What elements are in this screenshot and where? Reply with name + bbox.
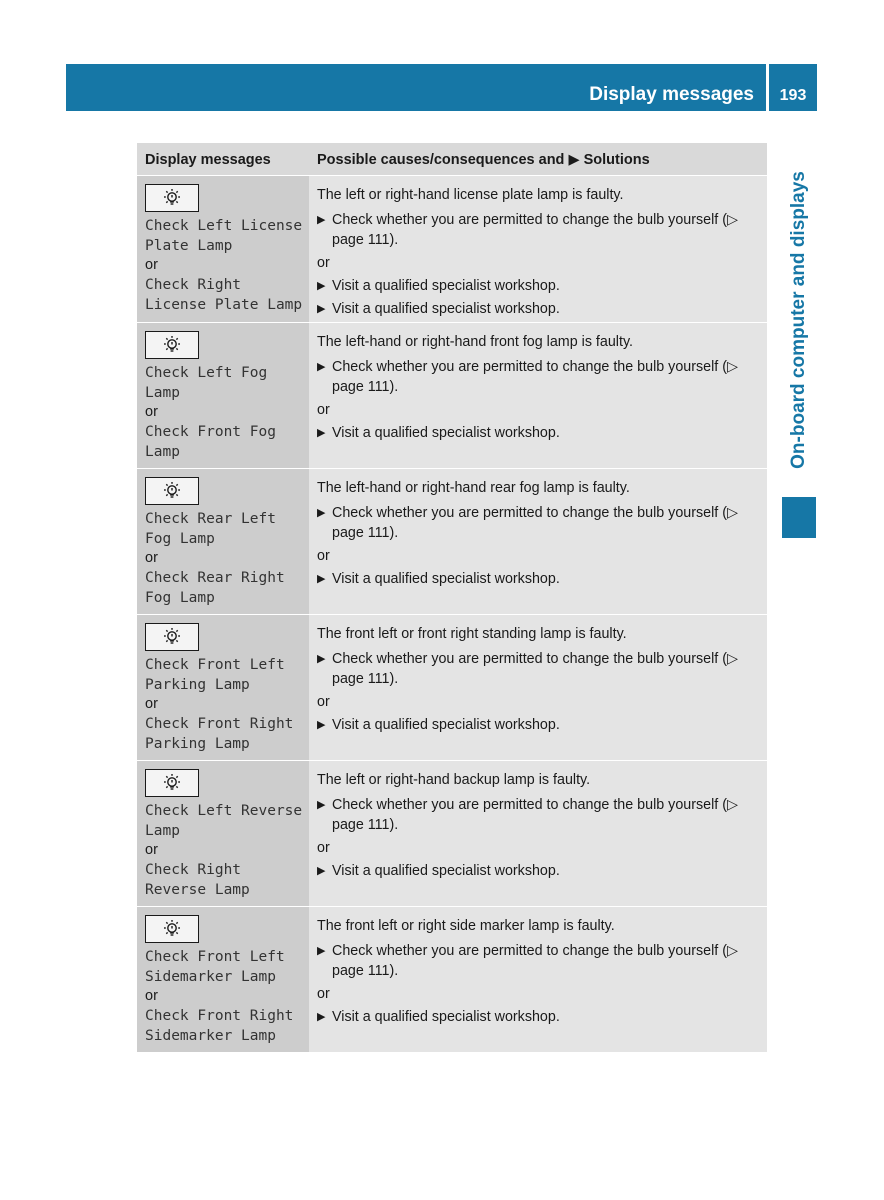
solution-item (317, 503, 767, 543)
cause-text: The front left or right side marker lamp is faulty. (317, 918, 615, 934)
triangle-arrow-icon: ▶ (317, 303, 326, 315)
bulb-glyph (161, 918, 183, 940)
solution-text: Visit a qualified specialist workshop. (332, 717, 560, 733)
table-row (137, 175, 767, 322)
message-cell (137, 469, 309, 614)
or-label: or (145, 257, 158, 273)
or-label: or (317, 840, 330, 856)
or-label: or (317, 255, 330, 271)
display-message-1: Check Rear Left Fog Lamp (145, 511, 276, 547)
cause-text: The left-hand or right-hand rear fog lamp is faulty. (317, 480, 630, 496)
solution-text: Check whether you are permitted to change the bulb yourself (▷ page 111). (332, 505, 738, 541)
column-header-causes: Possible causes/consequences and ▶ Solutions (317, 152, 650, 168)
or-label: or (317, 694, 330, 710)
triangle-arrow-icon: ▶ (317, 653, 326, 665)
solution-item (317, 941, 767, 981)
message-cell (137, 761, 309, 906)
solution-text: Visit a qualified specialist workshop. (332, 1009, 560, 1025)
or-label: or (145, 696, 158, 712)
solution-text: Check whether you are permitted to change the bulb yourself (▷ page 111). (332, 359, 738, 395)
display-message-1: Check Left Reverse Lamp (145, 803, 303, 839)
or-label: or (317, 548, 330, 564)
solution-item (317, 569, 767, 589)
triangle-arrow-icon: ▶ (317, 799, 326, 811)
table-row (137, 906, 767, 1052)
cause-text: The left or right-hand backup lamp is faulty. (317, 772, 591, 788)
bulb-warning-icon (145, 623, 199, 651)
triangle-arrow-icon: ▶ (317, 1011, 326, 1023)
cause-text: The front left or front right standing lamp is faulty. (317, 626, 627, 642)
cause-cell (309, 176, 767, 322)
bulb-warning-icon (145, 477, 199, 505)
table-row (137, 760, 767, 906)
solution-item (317, 357, 767, 397)
or-label: or (317, 986, 330, 1002)
table-row (137, 468, 767, 614)
cause-cell (309, 469, 767, 614)
bulb-warning-icon (145, 331, 199, 359)
solution-item (317, 1007, 767, 1027)
solution-item (317, 210, 767, 250)
triangle-arrow-icon: ▶ (317, 865, 326, 877)
triangle-arrow-icon: ▶ (317, 427, 326, 439)
or-label: or (317, 402, 330, 418)
solution-item (317, 299, 767, 319)
bulb-warning-icon (145, 915, 199, 943)
bulb-glyph (161, 772, 183, 794)
or-label: or (145, 988, 158, 1004)
display-message-2: Check Right Reverse Lamp (145, 862, 250, 898)
display-messages-table (137, 143, 767, 1052)
or-label: or (145, 404, 158, 420)
triangle-arrow-icon: ▶ (317, 361, 326, 373)
bulb-warning-icon (145, 769, 199, 797)
solution-text: Visit a qualified specialist workshop. (332, 301, 560, 317)
triangle-arrow-icon: ▶ (317, 214, 326, 226)
side-tab (782, 150, 816, 490)
display-message-1: Check Left Fog Lamp (145, 365, 268, 401)
page-number-box (769, 64, 817, 111)
cause-cell (309, 907, 767, 1052)
bulb-glyph (161, 334, 183, 356)
display-message-2: Check Front Fog Lamp (145, 424, 276, 460)
display-message-1: Check Front Left Parking Lamp (145, 657, 285, 693)
solution-text: Visit a qualified specialist workshop. (332, 571, 560, 587)
display-message-1: Check Front Left Sidemarker Lamp (145, 949, 285, 985)
solution-text: Visit a qualified specialist workshop. (332, 863, 560, 879)
solution-text: Check whether you are permitted to change the bulb yourself (▷ page 111). (332, 797, 738, 833)
solution-item (317, 423, 767, 443)
display-message-2: Check Right License Plate Lamp (145, 277, 303, 313)
column-header-messages: Display messages (145, 152, 271, 168)
display-message-2: Check Front Right Parking Lamp (145, 716, 294, 752)
triangle-arrow-icon: ▶ (317, 945, 326, 957)
solution-text: Check whether you are permitted to change the bulb yourself (▷ page 111). (332, 651, 738, 687)
display-message-1: Check Left License Plate Lamp (145, 218, 303, 254)
display-message-2: Check Rear Right Fog Lamp (145, 570, 285, 606)
triangle-arrow-icon: ▶ (317, 719, 326, 731)
page-number: 193 (779, 87, 807, 104)
message-cell (137, 176, 309, 322)
triangle-arrow-icon: ▶ (317, 573, 326, 585)
cause-text: The left-hand or right-hand front fog lamp is faulty. (317, 334, 634, 350)
cause-cell (309, 323, 767, 468)
side-tab-marker (782, 497, 816, 538)
solution-text: Visit a qualified specialist workshop. (332, 425, 560, 441)
cause-text: The left or right-hand license plate lamp is faulty. (317, 187, 624, 203)
solution-text: Check whether you are permitted to change the bulb yourself (▷ page 111). (332, 212, 738, 248)
message-cell (137, 907, 309, 1052)
triangle-arrow-icon: ▶ (317, 280, 326, 292)
table-row (137, 614, 767, 760)
solution-text: Check whether you are permitted to change the bulb yourself (▷ page 111). (332, 943, 738, 979)
message-cell (137, 615, 309, 760)
cause-cell (309, 615, 767, 760)
bulb-glyph (161, 626, 183, 648)
triangle-arrow-icon: ▶ (317, 507, 326, 519)
solution-item (317, 795, 767, 835)
table-row (137, 322, 767, 468)
solution-item (317, 861, 767, 881)
bulb-glyph (161, 480, 183, 502)
table-header-row (137, 143, 767, 175)
display-message-2: Check Front Right Sidemarker Lamp (145, 1008, 294, 1044)
header-bar (66, 64, 766, 111)
solution-text: Visit a qualified specialist workshop. (332, 278, 560, 294)
cause-cell (309, 761, 767, 906)
side-tab-label: On-board computer and displays (788, 171, 809, 469)
or-label: or (145, 550, 158, 566)
solution-item (317, 276, 767, 296)
solution-item (317, 649, 767, 689)
bulb-warning-icon (145, 184, 199, 212)
bulb-glyph (161, 187, 183, 209)
message-cell (137, 323, 309, 468)
solution-item (317, 715, 767, 735)
or-label: or (145, 842, 158, 858)
page-title: Display messages (589, 84, 754, 105)
